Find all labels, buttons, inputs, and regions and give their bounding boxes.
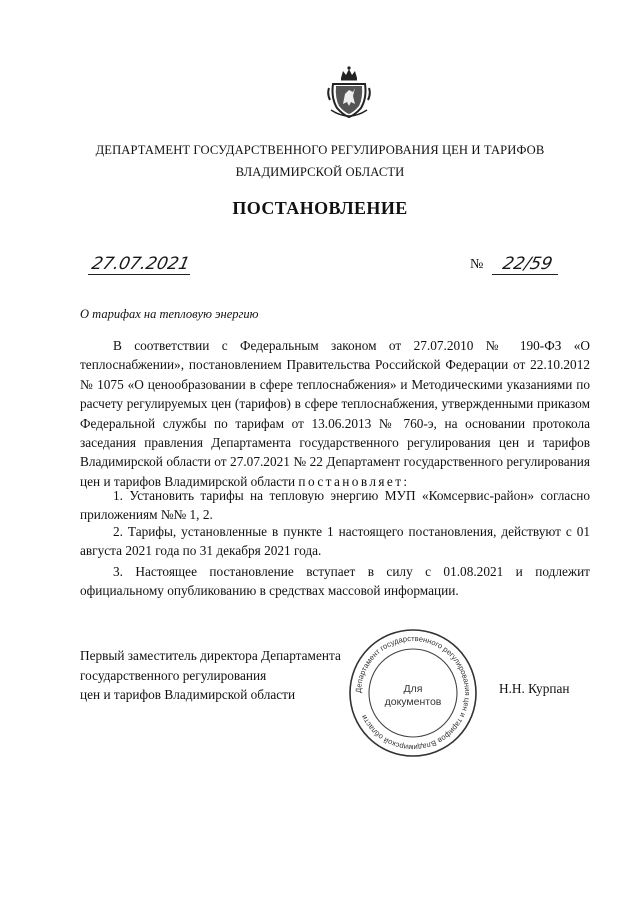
signatory-name: Н.Н. Курпан	[499, 681, 570, 696]
document-date: 27.07.2021	[89, 254, 192, 274]
department-name-line2: ВЛАДИМИРСКОЙ ОБЛАСТИ	[235, 165, 405, 179]
stamp-ring-text: Департамент государственного регулирования цен и тарифов Владимирской области	[353, 633, 473, 753]
number-label: №	[470, 257, 484, 272]
date-underline	[88, 274, 190, 275]
position-line-1: Первый заместитель директора Департамента	[80, 648, 341, 663]
stamp-label	[383, 683, 443, 709]
preamble-text: В соответствии с Федеральным законом от 27.07.2010 № 190-ФЗ «О теплоснабжении», постановлением Правительства Российской Федерации от 22.10.2012 № 1075 «О ценообразовании в сфере теплоснабжения» и Методическими указаниями по расчету регулируемых цен (тарифов) в сфере теплоснабжения, утвержденными приказом Федеральной службы по тарифам от 13.06.2013 № 760-э, на основании протокола заседания правления Департамента государственного регулирования цен и тарифов Владимирской области от 27.07.2021 № 22 Департамент государственного регулирования цен и тарифов Владимирской области	[80, 338, 590, 489]
document-subject: О тарифах на тепловую энергию	[80, 307, 259, 321]
document-number: 22/59	[500, 254, 555, 274]
document-title: ПОСТАНОВЛЕНИЕ	[232, 198, 408, 218]
department-name-line1: ДЕПАРТАМЕНТ ГОСУДАРСТВЕННОГО РЕГУЛИРОВАНИЯ ЦЕН И ТАРИФОВ	[95, 143, 545, 157]
number-underline	[492, 274, 558, 275]
coat-of-arms-emblem	[327, 64, 371, 120]
signatory-position	[80, 646, 341, 705]
item-2-paragraph	[80, 522, 590, 561]
position-line-3: цен и тарифов Владимирской области	[80, 687, 296, 703]
stamp-label-line1: Для	[403, 683, 423, 695]
item-3-text: 3. Настоящее постановление вступает в силу с 01.08.2021 и подлежит официальному опубликованию в средствах массовой информации.	[80, 564, 590, 599]
decree-word: постановляет:	[298, 473, 410, 489]
item-3-paragraph	[80, 562, 590, 601]
item-1-paragraph	[80, 486, 590, 525]
item-1-text: 1. Установить тарифы на тепловую энергию МУП «Комсервис-район» согласно приложениям №№ 1, 2.	[80, 488, 590, 523]
item-2-text: 2. Тарифы, установленные в пункте 1 настоящего постановления, действуют с 01 августа 2021 года по 31 декабря 2021 года.	[80, 524, 590, 559]
stamp-label-line2: документов	[384, 696, 442, 708]
position-line-2: государственного регулирования	[80, 667, 267, 683]
preamble-paragraph	[80, 336, 590, 491]
